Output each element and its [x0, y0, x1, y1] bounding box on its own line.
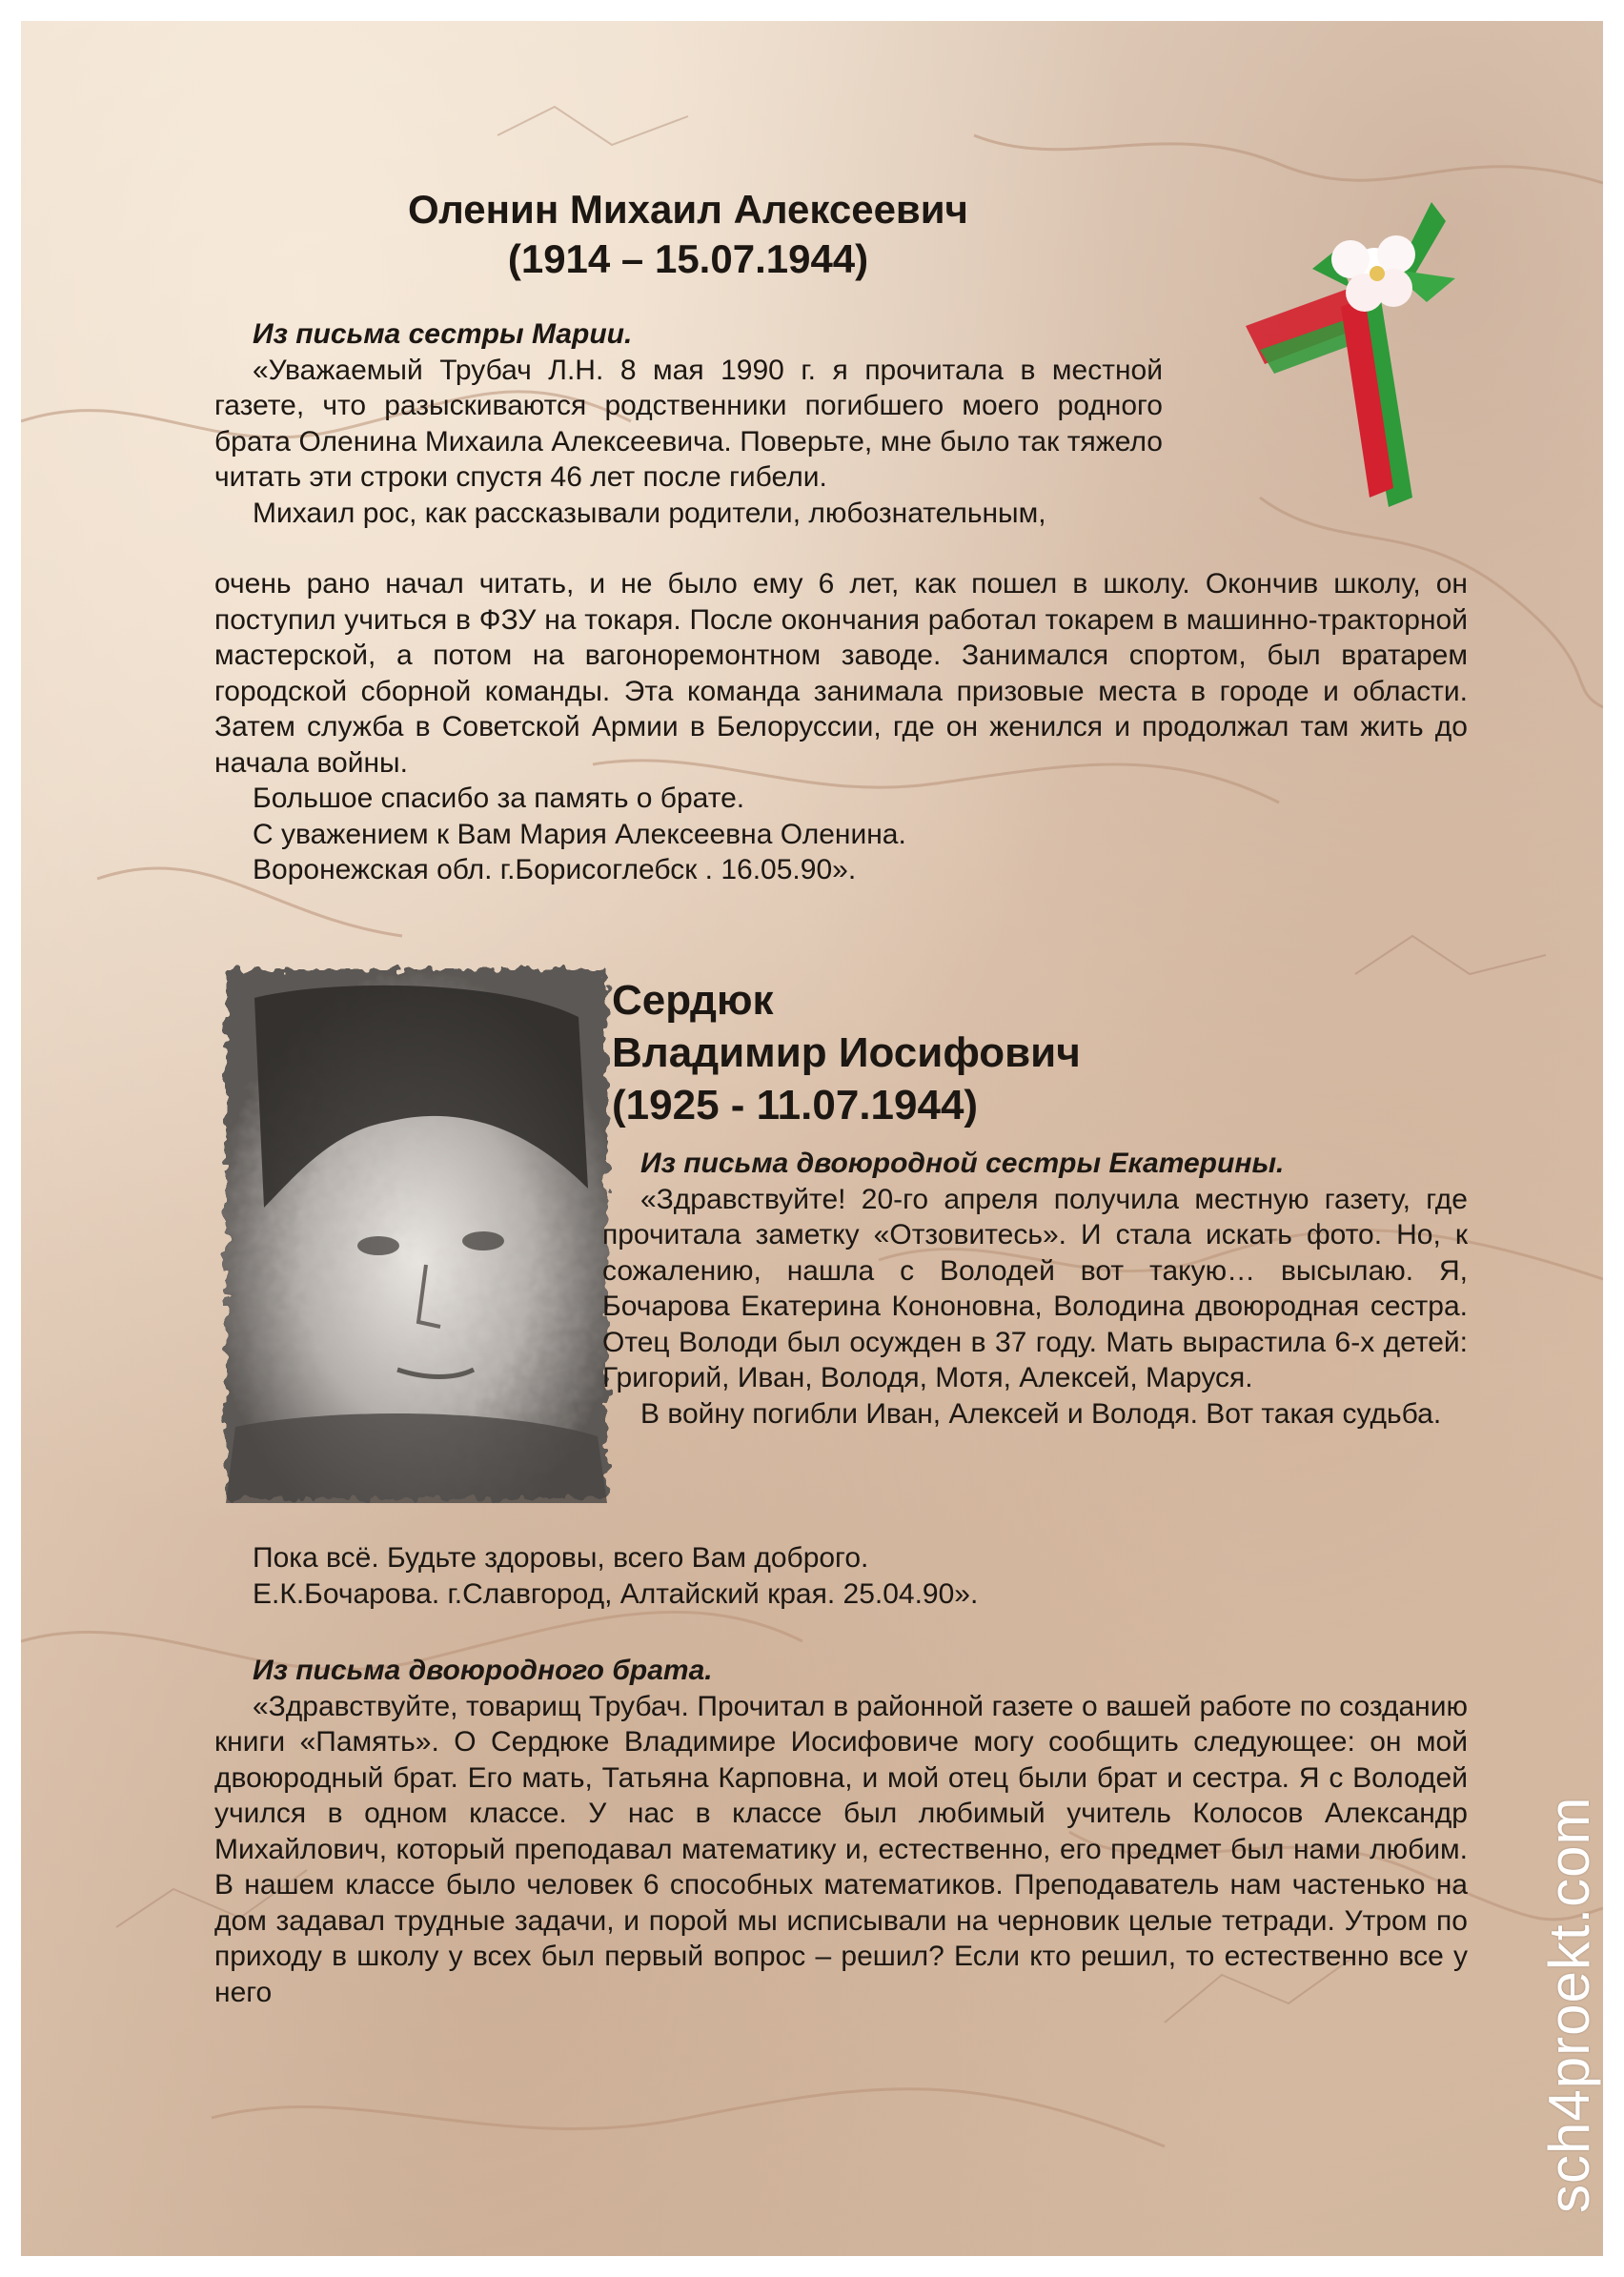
section2-paragraph: В войну погибли Иван, Алексей и Володя. Вот такая судьба.: [640, 1397, 1442, 1430]
section1-paragraph: С уважением к Вам Мария Алексеевна Оленина.: [253, 818, 906, 850]
section2-title: [612, 974, 1279, 1131]
section1-paragraph: Большое спасибо за память о брате.: [253, 783, 745, 814]
section3-paragraph: «Здравствуйте, товарищ Трубач. Прочитал в районной газете о вашей работе по созданию книги «Память». О Сердюке Владимире Иосифовиче могу сообщить следующее: он мой двоюродный брат. Его мать, Татьяна Карповна, и мой отец были брат и сестра. Я с Володей учился в одном классе. У нас в классе был любимый учитель Колосов Александр Михайлович, который преподавал математику и, естественно, его предмет был нами любим. В нашем классе было человек 6 способных математиков. Преподаватель нам частенько на дом задавал трудные задачи, и порой мы исписывали на черновик целые тетради. Утром по приходу в школу у всех был первый вопрос – решил? Если кто решил, то естественно все у него: [214, 1690, 1468, 2008]
section1-body-bottom: [214, 566, 1468, 888]
section1-dates: (1914 – 15.07.1944): [507, 236, 869, 281]
section3-body: [214, 1653, 1468, 2010]
section1-title: [307, 185, 1069, 284]
section1-body-top: [214, 316, 1163, 531]
watermark: sch4proekt.com: [1537, 1796, 1601, 2213]
section1-paragraph: «Уважаемый Трубач Л.Н. 8 мая 1990 г. я прочитала в местной газете, что разыскиваются родственники погибшего моего родного брата Оленина Михаила Алексеевича. Поверьте, мне было так тяжело читать эти строки спустя 46 лет после гибели.: [214, 354, 1163, 493]
section1-paragraph: Воронежская обл. г.Борисоглебск . 16.05.90».: [253, 854, 857, 885]
section1-lead: Из письма сестры Марии.: [253, 318, 633, 350]
section2-body: [602, 1146, 1468, 1432]
page: [21, 21, 1603, 2256]
section2-lead: Из письма двоюродной сестры Екатерины.: [640, 1148, 1285, 1179]
section2-closing: [214, 1540, 1468, 1612]
section2-paragraph: «Здравствуйте! 20-го апреля получила местную газету, где прочитала заметку «Отзовитесь». И стала искать фото. Но, к сожалению, нашла с Володей вот такую… высылаю. Я, Бочарова Екатерина Кононовна, Володина двоюродная сестра. Отец Володи был осужден в 37 году. Мать вырастила 6-х детей: Григорий, Иван, Володя, Мотя, Алексей, Маруся.: [602, 1183, 1468, 1393]
section2-closing-line: Е.К.Бочарова. г.Славгород, Алтайский края. 25.04.90».: [253, 1577, 979, 1610]
section2-dates: (1925 - 11.07.1944): [612, 1082, 979, 1128]
section1-paragraph: Михаил рос, как рассказывали родители, любознательным,: [253, 497, 1046, 529]
section2-name: Владимир Иосифович: [612, 1029, 1081, 1076]
section1-name: Оленин Михаил Алексеевич: [408, 187, 968, 232]
portrait-photo: [216, 960, 617, 1508]
section3-lead: Из письма двоюродного брата.: [253, 1655, 713, 1686]
section1-paragraph: очень рано начал читать, и не было ему 6 лет, как пошел в школу. Окончив школу, он поступил учиться в ФЗУ на токаря. После окончания работал токарем в машинно-тракторной мастерской, а потом на вагоноремонтном заводе. Занимался спортом, был вратарем городской сборной команды. Эта команда занимала призовые места в городе и области. Затем служба в Советской Армии в Белоруссии, где он женился и продолжал там жить до начала войны.: [214, 568, 1468, 779]
section2-closing-line: Пока всё. Будьте здоровы, всего Вам доброго.: [253, 1542, 869, 1574]
ribbon-icon: [1208, 183, 1493, 526]
section2-surname: Сердюк: [612, 977, 774, 1024]
